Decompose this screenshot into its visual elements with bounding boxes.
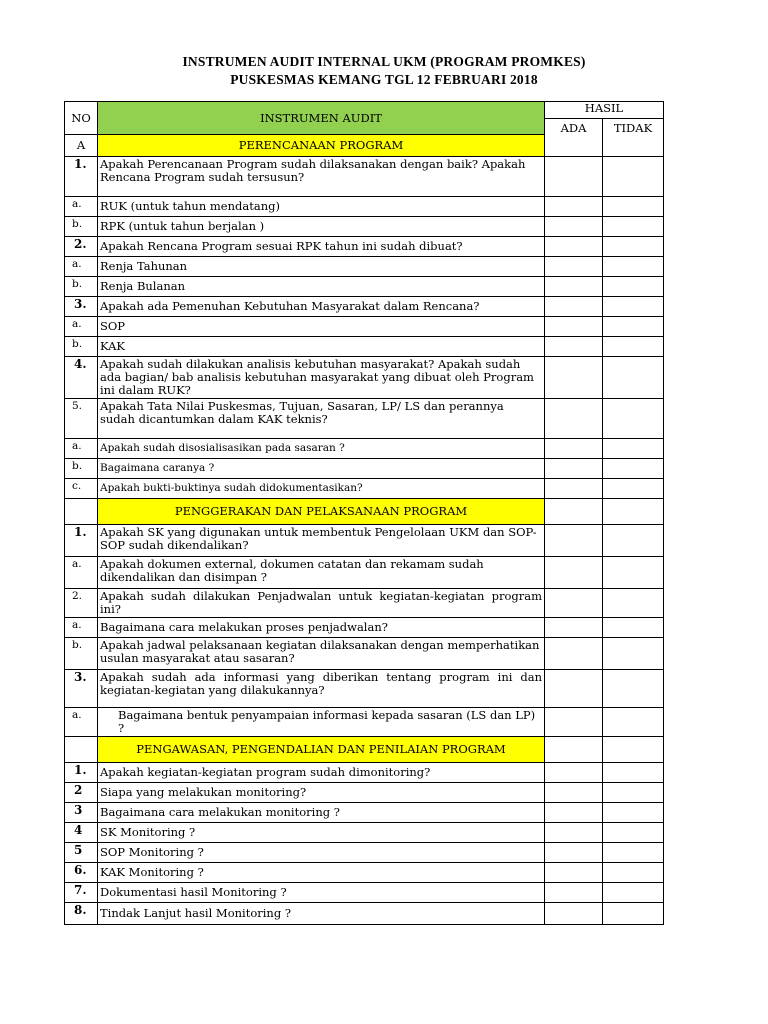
audit-table-body xyxy=(65,102,664,925)
tidak-checkbox-cell[interactable] xyxy=(603,197,664,217)
row-number: 3. xyxy=(65,670,98,708)
row-number xyxy=(65,737,98,763)
row-number: b. xyxy=(65,638,98,670)
row-number: 8. xyxy=(65,903,98,925)
tidak-checkbox-cell[interactable] xyxy=(603,459,664,479)
table-row xyxy=(65,217,664,237)
table-row xyxy=(65,399,664,439)
question-text: Apakah Perencanaan Program sudah dilaksanakan dengan baik? Apakah Rencana Program sudah tersusun? xyxy=(98,157,545,197)
question-text: Bagaimana cara melakukan monitoring ? xyxy=(98,803,545,823)
question-text: Apakah kegiatan-kegiatan program sudah dimonitoring? xyxy=(98,763,545,783)
row-number: 5. xyxy=(65,399,98,439)
ada-checkbox-cell[interactable] xyxy=(545,763,603,783)
question-text: KAK xyxy=(98,337,545,357)
table-row xyxy=(65,670,664,708)
ada-checkbox-cell[interactable] xyxy=(545,499,603,525)
row-number xyxy=(65,499,98,525)
row-number: a. xyxy=(65,618,98,638)
tidak-checkbox-cell[interactable] xyxy=(603,823,664,843)
ada-checkbox-cell[interactable] xyxy=(545,237,603,257)
section-heading: PENGAWASAN, PENGENDALIAN DAN PENILAIAN PROGRAM xyxy=(98,737,545,763)
row-number: 7. xyxy=(65,883,98,903)
tidak-checkbox-cell[interactable] xyxy=(603,337,664,357)
ada-checkbox-cell[interactable] xyxy=(545,883,603,903)
table-row xyxy=(65,317,664,337)
table-row xyxy=(65,803,664,823)
tidak-checkbox-cell[interactable] xyxy=(603,763,664,783)
question-text: Apakah jadwal pelaksanaan kegiatan dilaksanakan dengan memperhatikan usulan masyarakat atau sasaran? xyxy=(98,638,545,670)
ada-checkbox-cell[interactable] xyxy=(545,863,603,883)
tidak-checkbox-cell[interactable] xyxy=(603,297,664,317)
tidak-checkbox-cell[interactable] xyxy=(603,399,664,439)
row-number: 2 xyxy=(65,783,98,803)
row-number: 4. xyxy=(65,357,98,399)
table-row xyxy=(65,357,664,399)
table-row xyxy=(65,903,664,925)
table-row xyxy=(65,439,664,459)
question-text: RUK (untuk tahun mendatang) xyxy=(98,197,545,217)
row-number: 1. xyxy=(65,763,98,783)
question-text: Siapa yang melakukan monitoring? xyxy=(98,783,545,803)
ada-checkbox-cell[interactable] xyxy=(545,197,603,217)
table-row xyxy=(65,277,664,297)
header-hasil: HASIL xyxy=(545,102,664,119)
question-text: Dokumentasi hasil Monitoring ? xyxy=(98,883,545,903)
tidak-checkbox-cell[interactable] xyxy=(603,525,664,557)
header-ada: ADA xyxy=(545,119,603,157)
ada-checkbox-cell[interactable] xyxy=(545,638,603,670)
ada-checkbox-cell[interactable] xyxy=(545,459,603,479)
audit-table xyxy=(64,101,664,925)
tidak-checkbox-cell[interactable] xyxy=(603,557,664,589)
row-number: a. xyxy=(65,708,98,737)
row-number: 5 xyxy=(65,843,98,863)
row-number: b. xyxy=(65,459,98,479)
question-text: Apakah SK yang digunakan untuk membentuk Pengelolaan UKM dan SOP-SOP sudah dikendalikan? xyxy=(98,525,545,557)
tidak-checkbox-cell[interactable] xyxy=(603,670,664,708)
table-row xyxy=(65,618,664,638)
ada-checkbox-cell[interactable] xyxy=(545,157,603,197)
tidak-checkbox-cell[interactable] xyxy=(603,638,664,670)
question-text: Bagaimana cara melakukan proses penjadwalan? xyxy=(98,618,545,638)
table-row xyxy=(65,197,664,217)
tidak-checkbox-cell[interactable] xyxy=(603,737,664,763)
ada-checkbox-cell[interactable] xyxy=(545,618,603,638)
tidak-checkbox-cell[interactable] xyxy=(603,903,664,925)
row-number: a. xyxy=(65,439,98,459)
table-row xyxy=(65,479,664,499)
tidak-checkbox-cell[interactable] xyxy=(603,863,664,883)
document-subtitle: PUSKESMAS KEMANG TGL 12 FEBRUARI 2018 xyxy=(230,72,538,87)
table-row xyxy=(65,589,664,618)
tidak-checkbox-cell[interactable] xyxy=(603,357,664,399)
question-text: Apakah Tata Nilai Puskesmas, Tujuan, Sasaran, LP/ LS dan perannya sudah dicantumkan dalam KAK teknis? xyxy=(98,399,545,439)
row-number: c. xyxy=(65,479,98,499)
section-heading: PENGGERAKAN DAN PELAKSANAAN PROGRAM xyxy=(98,499,545,525)
section-row xyxy=(65,737,664,763)
ada-checkbox-cell[interactable] xyxy=(545,257,603,277)
table-row xyxy=(65,823,664,843)
question-text: Bagaimana bentuk penyampaian informasi kepada sasaran (LS dan LP) ? xyxy=(98,708,545,737)
row-number: 2. xyxy=(65,237,98,257)
row-number: 2. xyxy=(65,589,98,618)
row-number: 4 xyxy=(65,823,98,843)
ada-checkbox-cell[interactable] xyxy=(545,708,603,737)
row-number: 1. xyxy=(65,525,98,557)
question-text: KAK Monitoring ? xyxy=(98,863,545,883)
ada-checkbox-cell[interactable] xyxy=(545,525,603,557)
ada-checkbox-cell[interactable] xyxy=(545,439,603,459)
row-number: 3 xyxy=(65,803,98,823)
table-row xyxy=(65,297,664,317)
row-number: b. xyxy=(65,337,98,357)
question-text: Renja Tahunan xyxy=(98,257,545,277)
ada-checkbox-cell[interactable] xyxy=(545,737,603,763)
question-text: Apakah bukti-buktinya sudah didokumentasikan? xyxy=(98,479,545,499)
tidak-checkbox-cell[interactable] xyxy=(603,883,664,903)
row-number: 1. xyxy=(65,157,98,197)
question-text: Apakah sudah dilakukan analisis kebutuhan masyarakat? Apakah sudah ada bagian/ bab analisis kebutuhan masyarakat yang dibuat oleh Program ini dalam RUK? xyxy=(98,357,545,399)
table-row xyxy=(65,883,664,903)
tidak-checkbox-cell[interactable] xyxy=(603,708,664,737)
ada-checkbox-cell[interactable] xyxy=(545,823,603,843)
question-text: SK Monitoring ? xyxy=(98,823,545,843)
row-number: a. xyxy=(65,197,98,217)
ada-checkbox-cell[interactable] xyxy=(545,317,603,337)
tidak-checkbox-cell[interactable] xyxy=(603,499,664,525)
ada-checkbox-cell[interactable] xyxy=(545,803,603,823)
question-text: Apakah sudah ada informasi yang diberikan tentang program ini dan kegiatan-kegiatan yang dilakukannya? xyxy=(98,670,545,708)
table-row xyxy=(65,763,664,783)
ada-checkbox-cell[interactable] xyxy=(545,277,603,297)
tidak-checkbox-cell[interactable] xyxy=(603,783,664,803)
ada-checkbox-cell[interactable] xyxy=(545,670,603,708)
tidak-checkbox-cell[interactable] xyxy=(603,589,664,618)
tidak-checkbox-cell[interactable] xyxy=(603,277,664,297)
ada-checkbox-cell[interactable] xyxy=(545,399,603,439)
document-title: INSTRUMEN AUDIT INTERNAL UKM (PROGRAM PROMKES) xyxy=(182,54,586,69)
ada-checkbox-cell[interactable] xyxy=(545,589,603,618)
ada-checkbox-cell[interactable] xyxy=(545,479,603,499)
tidak-checkbox-cell[interactable] xyxy=(603,157,664,197)
table-row xyxy=(65,638,664,670)
row-number: b. xyxy=(65,277,98,297)
tidak-checkbox-cell[interactable] xyxy=(603,217,664,237)
question-text: SOP xyxy=(98,317,545,337)
section-row xyxy=(65,499,664,525)
table-row xyxy=(65,525,664,557)
table-row xyxy=(65,843,664,863)
tidak-checkbox-cell[interactable] xyxy=(603,257,664,277)
question-text: Renja Bulanan xyxy=(98,277,545,297)
row-number: A xyxy=(65,135,98,157)
ada-checkbox-cell[interactable] xyxy=(545,903,603,925)
question-text: Apakah ada Pemenuhan Kebutuhan Masyarakat dalam Rencana? xyxy=(98,297,545,317)
tidak-checkbox-cell[interactable] xyxy=(603,317,664,337)
tidak-checkbox-cell[interactable] xyxy=(603,803,664,823)
ada-checkbox-cell[interactable] xyxy=(545,297,603,317)
ada-checkbox-cell[interactable] xyxy=(545,217,603,237)
row-number: a. xyxy=(65,557,98,589)
question-text: Tindak Lanjut hasil Monitoring ? xyxy=(98,903,545,925)
header-instrumen: INSTRUMEN AUDIT xyxy=(98,102,545,135)
header-tidak: TIDAK xyxy=(603,119,664,157)
table-row xyxy=(65,708,664,737)
question-text: RPK (untuk tahun berjalan ) xyxy=(98,217,545,237)
table-row xyxy=(65,157,664,197)
tidak-checkbox-cell[interactable] xyxy=(603,439,664,459)
row-number: 3. xyxy=(65,297,98,317)
row-number: a. xyxy=(65,317,98,337)
ada-checkbox-cell[interactable] xyxy=(545,557,603,589)
table-row xyxy=(65,863,664,883)
table-row xyxy=(65,557,664,589)
header-row xyxy=(65,102,664,119)
row-number: a. xyxy=(65,257,98,277)
tidak-checkbox-cell[interactable] xyxy=(603,843,664,863)
ada-checkbox-cell[interactable] xyxy=(545,843,603,863)
question-text: SOP Monitoring ? xyxy=(98,843,545,863)
question-text: Apakah sudah dilakukan Penjadwalan untuk kegiatan-kegiatan program ini? xyxy=(98,589,545,618)
table-row xyxy=(65,459,664,479)
question-text: Apakah sudah disosialisasikan pada sasaran ? xyxy=(98,439,545,459)
table-row xyxy=(65,337,664,357)
table-row xyxy=(65,257,664,277)
question-text: Bagaimana caranya ? xyxy=(98,459,545,479)
section-heading: PERENCANAAN PROGRAM xyxy=(98,135,545,157)
tidak-checkbox-cell[interactable] xyxy=(603,618,664,638)
row-number: b. xyxy=(65,217,98,237)
header-no: NO xyxy=(65,102,98,135)
ada-checkbox-cell[interactable] xyxy=(545,337,603,357)
table-row xyxy=(65,237,664,257)
table-row xyxy=(65,783,664,803)
question-text: Apakah Rencana Program sesuai RPK tahun ini sudah dibuat? xyxy=(98,237,545,257)
question-text: Apakah dokumen external, dokumen catatan dan rekamam sudah dikendalikan dan disimpan ? xyxy=(98,557,545,589)
ada-checkbox-cell[interactable] xyxy=(545,357,603,399)
row-number: 6. xyxy=(65,863,98,883)
tidak-checkbox-cell[interactable] xyxy=(603,479,664,499)
tidak-checkbox-cell[interactable] xyxy=(603,237,664,257)
ada-checkbox-cell[interactable] xyxy=(545,783,603,803)
